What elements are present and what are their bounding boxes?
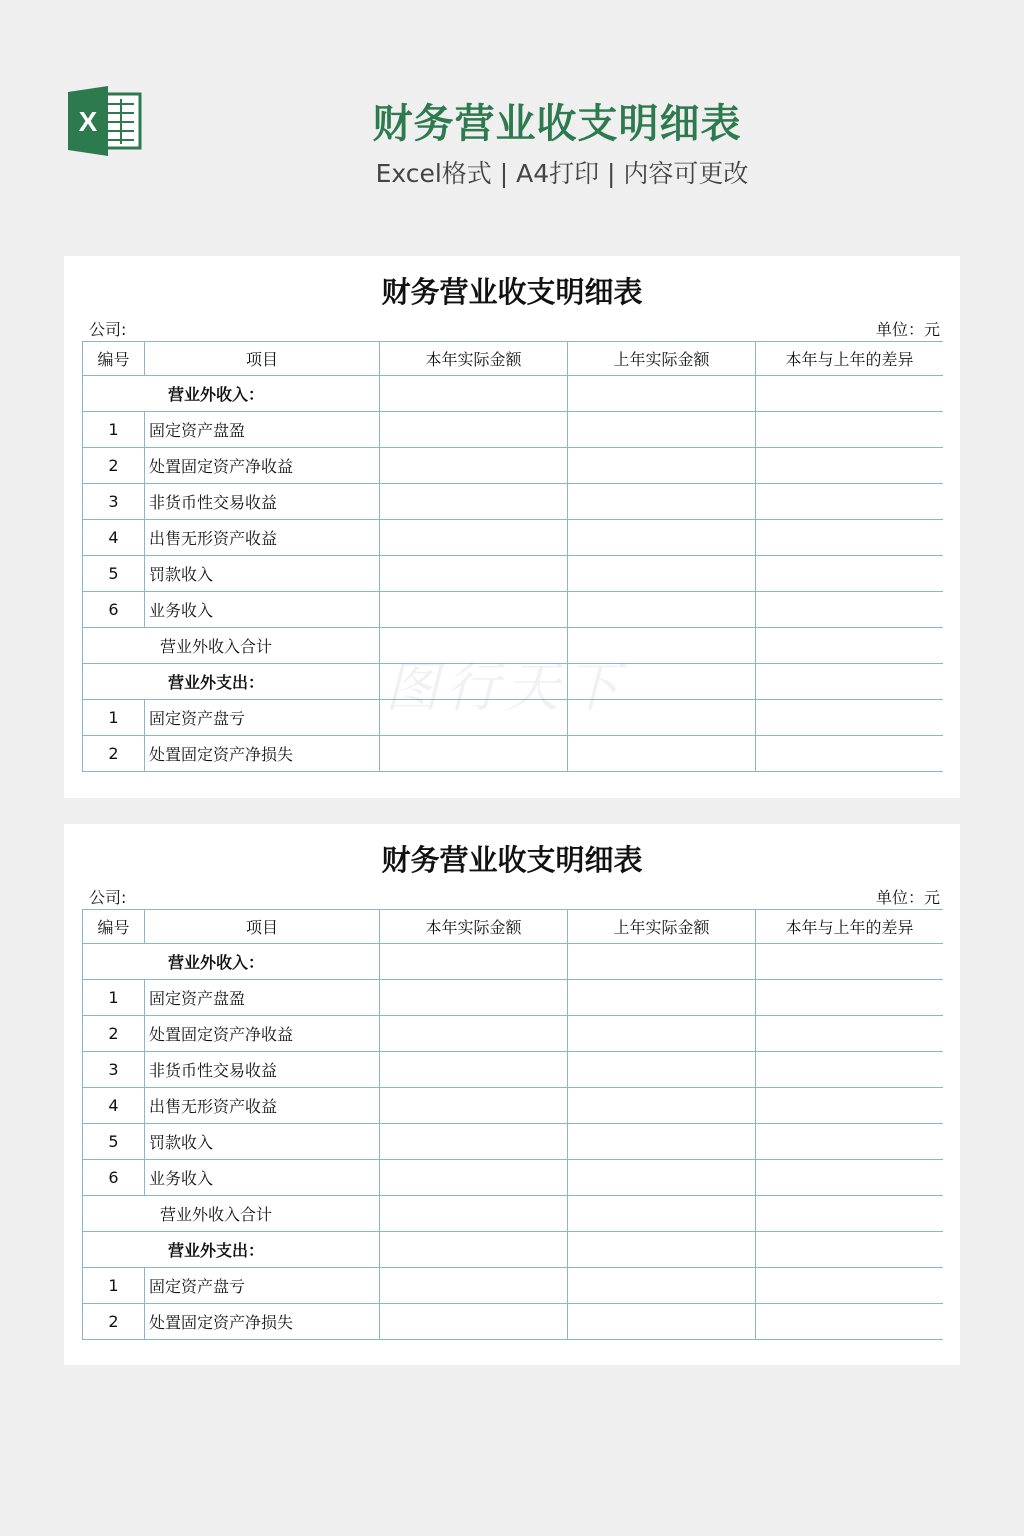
sheet-preview-1 [64,256,960,798]
amount-cell[interactable] [568,484,756,520]
amount-cell[interactable] [756,1160,944,1196]
sheet-title: 财务营业收支明细表 [381,275,643,309]
amount-cell[interactable] [568,448,756,484]
amount-cell[interactable] [568,520,756,556]
amount-cell[interactable] [568,1196,756,1232]
amount-cell[interactable] [380,1124,568,1160]
amount-cell[interactable] [756,412,944,448]
row-number: 2 [83,736,145,772]
table-row [83,628,944,664]
table-row [83,1232,944,1268]
amount-cell[interactable] [568,1124,756,1160]
row-number: 2 [83,1304,145,1340]
subtotal-label: 营业外收入合计 [83,1196,380,1232]
row-item-label: 固定资产盘盈 [145,412,380,448]
amount-cell[interactable] [380,1268,568,1304]
amount-cell[interactable] [380,944,568,980]
column-header: 本年实际金额 [380,342,568,376]
amount-cell[interactable] [756,592,944,628]
amount-cell[interactable] [568,736,756,772]
page-subtitle: Excel格式 | A4打印 | 内容可更改 [375,159,749,188]
amount-cell[interactable] [756,736,944,772]
table-row [83,700,944,736]
amount-cell[interactable] [756,1016,944,1052]
table-row [83,1196,944,1232]
row-item-label: 非货币性交易收益 [145,1052,380,1088]
table-row [83,484,944,520]
row-number: 5 [83,556,145,592]
amount-cell[interactable] [380,1016,568,1052]
amount-cell[interactable] [756,1304,944,1340]
row-number: 1 [83,980,145,1016]
table-row [83,412,944,448]
amount-cell[interactable] [756,980,944,1016]
table-row [83,1268,944,1304]
amount-cell[interactable] [756,1088,944,1124]
row-number: 1 [83,412,145,448]
unit-label: 单位：元 [875,320,940,339]
row-item-label: 非货币性交易收益 [145,484,380,520]
amount-cell[interactable] [756,376,944,412]
amount-cell[interactable] [568,628,756,664]
section-label: 营业外支出： [83,1232,380,1268]
amount-cell[interactable] [380,592,568,628]
amount-cell[interactable] [568,944,756,980]
row-number: 6 [83,1160,145,1196]
amount-cell[interactable] [380,1160,568,1196]
amount-cell[interactable] [568,1160,756,1196]
row-item-label: 处置固定资产净损失 [145,1304,380,1340]
row-number: 3 [83,1052,145,1088]
sheet-preview-2 [64,824,960,1365]
row-item-label: 固定资产盘亏 [145,700,380,736]
table-row [83,736,944,772]
table-row [83,592,944,628]
amount-cell[interactable] [380,628,568,664]
row-number: 4 [83,1088,145,1124]
row-number: 4 [83,520,145,556]
amount-cell[interactable] [756,1196,944,1232]
excel-logo-letter: X [78,106,98,137]
section-label: 营业外支出： [83,664,380,700]
amount-cell[interactable] [568,556,756,592]
amount-cell[interactable] [380,520,568,556]
column-header: 本年与上年的差异 [756,342,944,376]
table-row [83,1016,944,1052]
table-row [83,980,944,1016]
amount-cell[interactable] [380,556,568,592]
table-row [83,1160,944,1196]
row-item-label: 固定资产盘亏 [145,1268,380,1304]
amount-cell[interactable] [756,700,944,736]
row-number: 6 [83,592,145,628]
row-item-label: 处置固定资产净损失 [145,736,380,772]
page-header [0,0,1024,230]
table-row [83,944,944,980]
amount-cell[interactable] [568,376,756,412]
amount-cell[interactable] [380,1088,568,1124]
row-number: 5 [83,1124,145,1160]
table-row [83,1304,944,1340]
row-number: 2 [83,448,145,484]
column-header: 项目 [145,910,380,944]
amount-cell[interactable] [756,628,944,664]
company-label: 公司: [89,888,127,907]
amount-cell[interactable] [756,556,944,592]
amount-cell[interactable] [756,1124,944,1160]
table-clip [82,341,943,780]
row-number: 3 [83,484,145,520]
amount-cell[interactable] [568,1052,756,1088]
row-item-label: 出售无形资产收益 [145,520,380,556]
row-item-label: 出售无形资产收益 [145,1088,380,1124]
row-number: 2 [83,1016,145,1052]
amount-cell[interactable] [756,1268,944,1304]
amount-cell[interactable] [568,412,756,448]
amount-cell[interactable] [756,1052,944,1088]
row-item-label: 处置固定资产净收益 [145,1016,380,1052]
amount-cell[interactable] [380,664,568,700]
row-number: 1 [83,700,145,736]
section-label: 营业外收入： [83,376,380,412]
amount-cell[interactable] [568,1232,756,1268]
amount-cell[interactable] [380,980,568,1016]
table-row [83,376,944,412]
table-header-row [83,342,944,376]
amount-cell[interactable] [568,980,756,1016]
amount-cell[interactable] [568,1304,756,1340]
amount-cell[interactable] [380,1196,568,1232]
table-row [83,1052,944,1088]
company-label: 公司: [89,320,127,339]
column-header: 本年实际金额 [380,910,568,944]
table-row [83,556,944,592]
amount-cell[interactable] [756,1232,944,1268]
table-row [83,448,944,484]
amount-cell[interactable] [380,484,568,520]
amount-cell[interactable] [568,1268,756,1304]
amount-cell[interactable] [380,412,568,448]
row-item-label: 罚款收入 [145,556,380,592]
row-item-label: 处置固定资产净收益 [145,448,380,484]
column-header: 本年与上年的差异 [756,910,944,944]
amount-cell[interactable] [380,448,568,484]
sheet-title: 财务营业收支明细表 [381,843,643,877]
section-label: 营业外收入： [83,944,380,980]
amount-cell[interactable] [380,1052,568,1088]
table-header-row [83,910,944,944]
row-item-label: 固定资产盘盈 [145,980,380,1016]
finance-table [82,341,943,772]
subtotal-label: 营业外收入合计 [83,628,380,664]
column-header: 上年实际金额 [568,342,756,376]
amount-cell[interactable] [568,1016,756,1052]
amount-cell[interactable] [568,1088,756,1124]
table-row [83,1124,944,1160]
table-row [83,664,944,700]
amount-cell[interactable] [756,944,944,980]
row-item-label: 业务收入 [145,592,380,628]
amount-cell[interactable] [568,664,756,700]
column-header: 上年实际金额 [568,910,756,944]
amount-cell[interactable] [568,700,756,736]
page-title: 财务营业收支明细表 [372,101,742,147]
unit-label: 单位：元 [875,888,940,907]
table-row [83,520,944,556]
amount-cell[interactable] [568,592,756,628]
amount-cell[interactable] [380,736,568,772]
table-clip [82,909,943,1347]
column-header: 编号 [83,342,145,376]
column-header: 项目 [145,342,380,376]
amount-cell[interactable] [756,520,944,556]
amount-cell[interactable] [756,484,944,520]
table-row [83,1088,944,1124]
amount-cell[interactable] [380,376,568,412]
amount-cell[interactable] [756,664,944,700]
row-item-label: 罚款收入 [145,1124,380,1160]
column-header: 编号 [83,910,145,944]
amount-cell[interactable] [380,700,568,736]
amount-cell[interactable] [756,448,944,484]
amount-cell[interactable] [380,1232,568,1268]
finance-table [82,909,943,1340]
row-item-label: 业务收入 [145,1160,380,1196]
amount-cell[interactable] [380,1304,568,1340]
row-number: 1 [83,1268,145,1304]
